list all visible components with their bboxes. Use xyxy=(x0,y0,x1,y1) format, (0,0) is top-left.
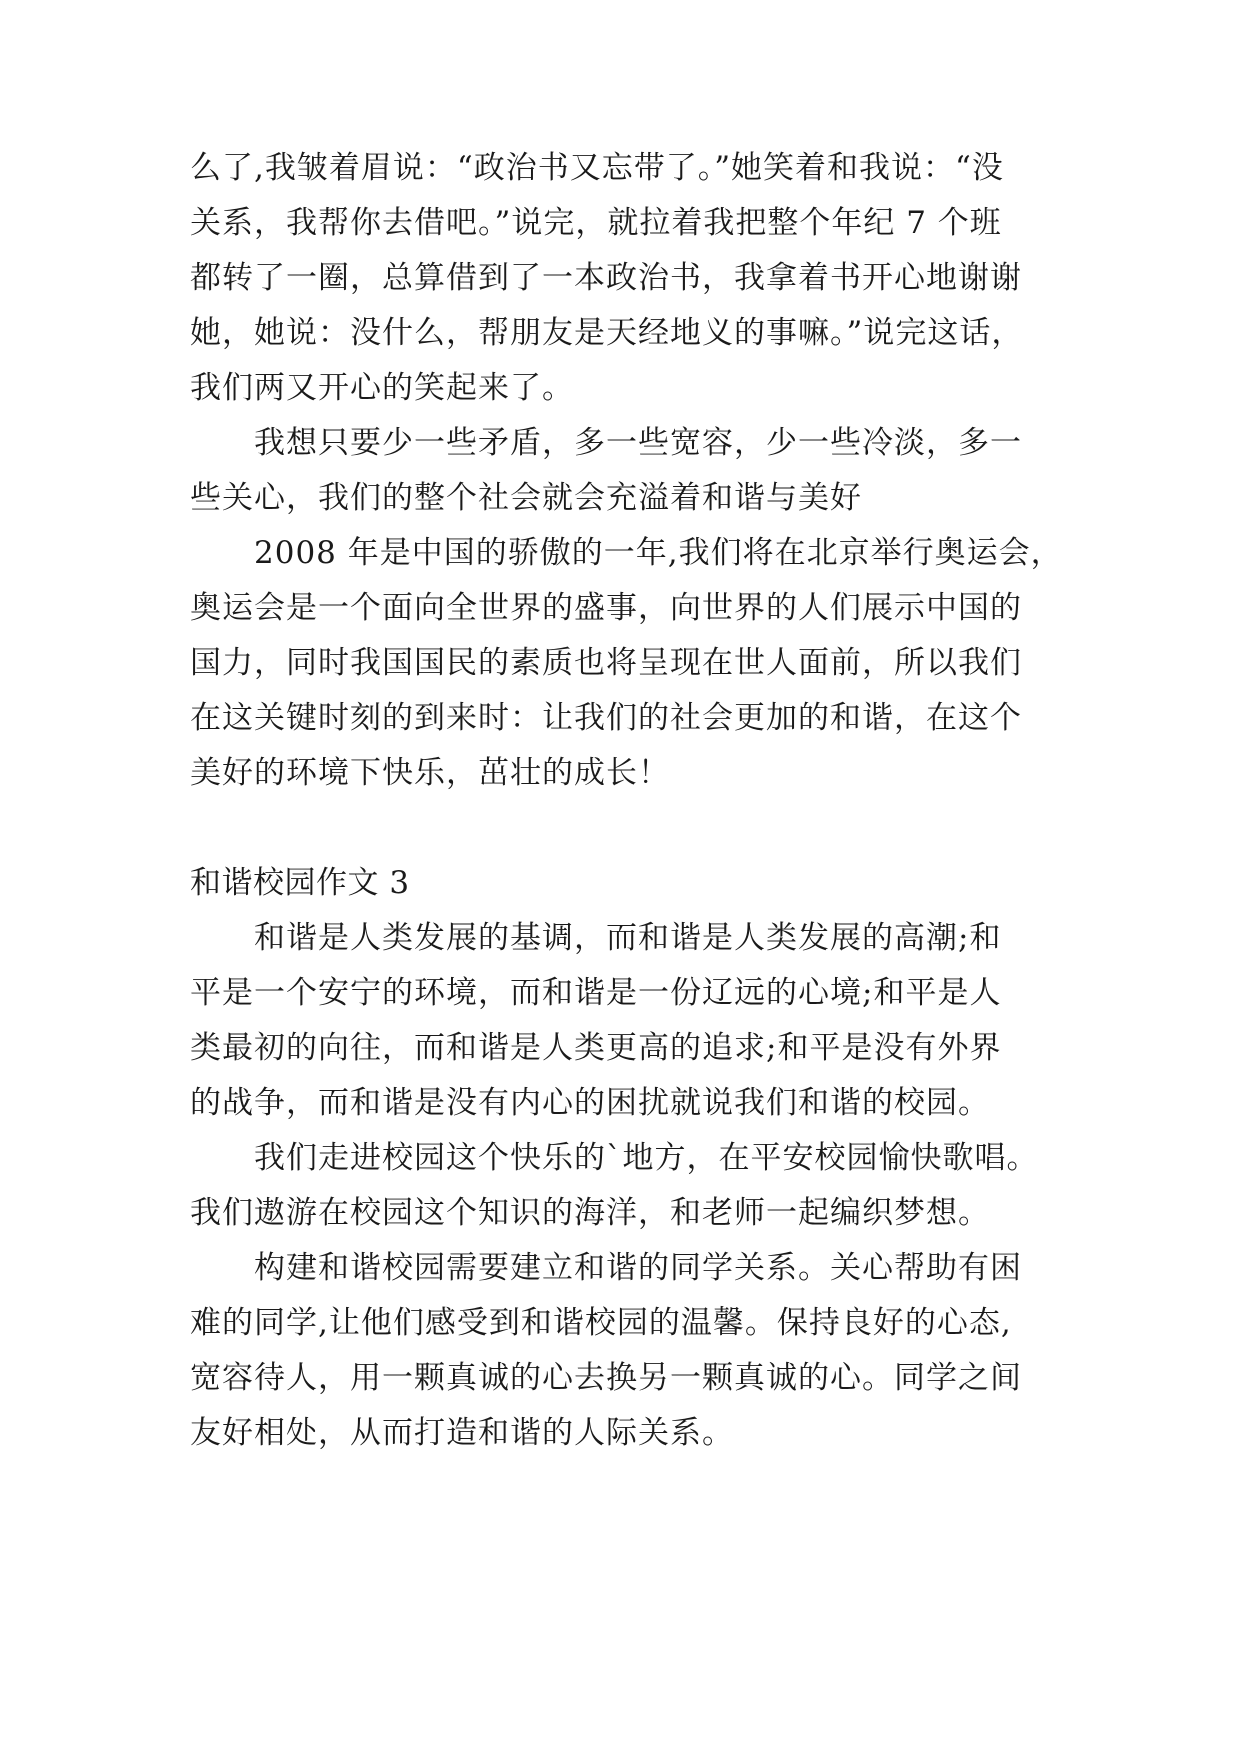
text-line: 宽容待人，用一颗真诚的心去换另一颗真诚的心。同学之间 xyxy=(190,1360,1022,1396)
text-line: 的战争，而和谐是没有内心的困扰就说我们和谐的校园。 xyxy=(190,1085,990,1121)
text-line: 和谐是人类发展的基调，而和谐是人类发展的高潮;和 xyxy=(190,920,1002,956)
text-line: 么了,我皱着眉说：“政治书又忘带了。”她笑着和我说：“没 xyxy=(190,150,1004,186)
text-line: 些关心，我们的整个社会就会充溢着和谐与美好 xyxy=(190,480,862,516)
text-line: 奥运会是一个面向全世界的盛事，向世界的人们展示中国的 xyxy=(190,590,1022,626)
text-line: 构建和谐校园需要建立和谐的同学关系。关心帮助有困 xyxy=(190,1250,1022,1286)
text-line: 我们走进校园这个快乐的`地方，在平安校园愉快歌唱。 xyxy=(190,1140,1039,1176)
text-line: 关系，我帮你去借吧。”说完，就拉着我把整个年纪 7 个班 xyxy=(190,205,1002,241)
text-line: 国力，同时我国国民的素质也将呈现在世人面前，所以我们 xyxy=(190,645,1022,681)
text-line: 友好相处，从而打造和谐的人际关系。 xyxy=(190,1415,734,1451)
text-line: 2008 年是中国的骄傲的一年,我们将在北京举行奥运会， xyxy=(190,535,1063,571)
text-line: 平是一个安宁的环境，而和谐是一份辽远的心境;和平是人 xyxy=(190,975,1002,1011)
text-line: 我们两又开心的笑起来了。 xyxy=(190,370,574,406)
text-line: 类最初的向往，而和谐是人类更高的追求;和平是没有外界 xyxy=(190,1030,1002,1066)
text-line: 我想只要少一些矛盾，多一些宽容，少一些冷淡，多一 xyxy=(190,425,1022,461)
text-line: 她，她说：没什么，帮朋友是天经地义的事嘛。”说完这话， xyxy=(190,315,1024,351)
text-line: 我们遨游在校园这个知识的海洋，和老师一起编织梦想。 xyxy=(190,1195,990,1231)
text-line: 都转了一圈，总算借到了一本政治书，我拿着书开心地谢谢 xyxy=(190,260,1022,296)
text-line: 美好的环境下快乐，茁壮的成长！ xyxy=(190,755,670,791)
section-heading: 和谐校园作文 3 xyxy=(190,865,410,901)
text-line: 在这关键时刻的到来时：让我们的社会更加的和谐，在这个 xyxy=(190,700,1022,736)
text-line: 难的同学,让他们感受到和谐校园的温馨。保持良好的心态, xyxy=(190,1305,1012,1341)
